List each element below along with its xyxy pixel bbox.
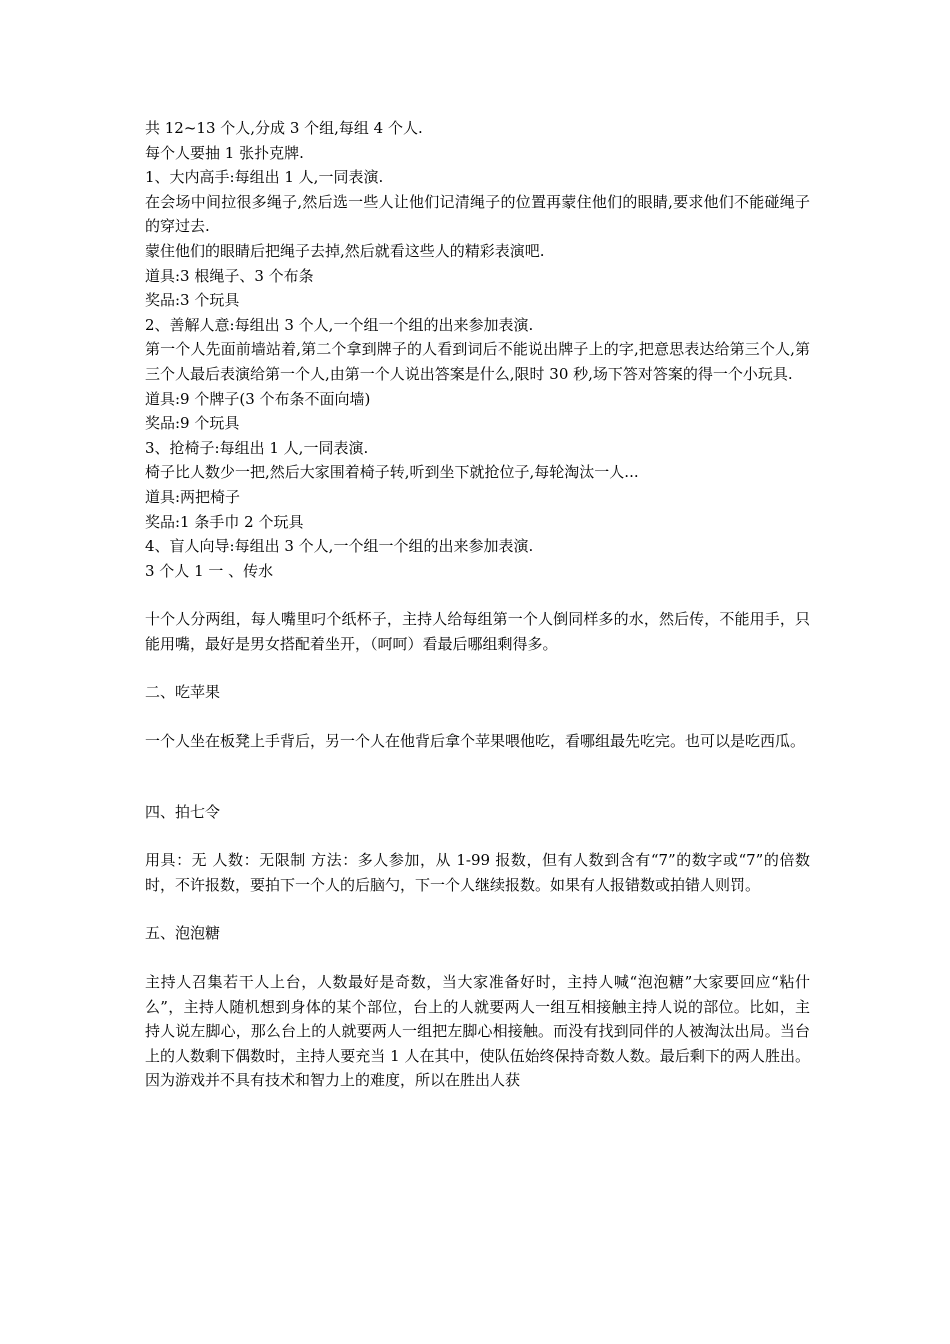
section-heading: 二、吃苹果 <box>145 683 221 702</box>
text-line: 每个人要抽 1 张扑克牌. <box>145 143 304 162</box>
spacer <box>145 583 810 607</box>
text-line: 2、善解人意:每组出 3 个人,一个组一个组的出来参加表演. <box>145 315 534 334</box>
spacer <box>145 754 810 800</box>
text-line: 3 个人 1 一 、传水 <box>145 561 274 580</box>
paragraph: 一个人坐在板凳上手背后，另一个人在他背后拿个苹果喂他吃，看哪组最先吃完。也可以是吃西瓜。 <box>145 732 806 751</box>
text-line: 道具:9 个牌子(3 个布条不面向墙) <box>145 389 371 408</box>
spacer <box>145 946 810 970</box>
document-page <box>145 116 810 1093</box>
text-line: 蒙住他们的眼睛后把绳子去掉,然后就看这些人的精彩表演吧. <box>145 241 545 260</box>
text-line: 共 12~13 个人,分成 3 个组,每组 4 个人. <box>145 119 423 137</box>
text-line: 道具:两把椅子 <box>145 487 241 506</box>
paragraph: 用具：无 人数：无限制 方法：多人参加，从 1-99 报数，但有人数到含有“7”的数字或“7”的倍数时，不许报数，要拍下一个人的后脑勺，下一个人继续报数。如果有人报错数或拍错人则罚。 <box>145 851 810 894</box>
text-line: 奖品:9 个玩具 <box>145 414 240 433</box>
text-line: 奖品:1 条手巾 2 个玩具 <box>145 512 304 531</box>
spacer <box>145 897 810 921</box>
text-line: 奖品:3 个玩具 <box>145 291 240 310</box>
spacer <box>145 705 810 729</box>
spacer <box>145 656 810 680</box>
spacer <box>145 824 810 848</box>
text-line: 4、盲人向导:每组出 3 个人,一个组一个组的出来参加表演. <box>145 537 534 556</box>
paragraph: 十个人分两组，每人嘴里叼个纸杯子，主持人给每组第一个人倒同样多的水，然后传，不能用手，只能用嘴，最好是男女搭配着坐开，（呵呵）看最后哪组剩得多。 <box>145 610 810 653</box>
section-heading: 四、拍七令 <box>145 802 221 821</box>
text-line: 3、抢椅子:每组出 1 人,一同表演. <box>145 438 369 457</box>
paragraph: 主持人召集若干人上台，人数最好是奇数，当大家准备好时，主持人喊“泡泡糖”大家要回应“粘什么”，主持人随机想到身体的某个部位，台上的人就要两人一组互相接触主持人说的部位。比如，主持人说左脚心，那么台上的人就要两人一组把左脚心相接触。而没有找到同伴的人被淘汰出局。当台上的人数剩下偶数时，主持人要充当 1 人在其中，使队伍始终保持奇数人数。最后剩下的两人胜出。因为游戏并不具有技术和智力上的难度，所以在胜出人获 <box>145 973 810 1090</box>
paragraph: 在会场中间拉很多绳子,然后选一些人让他们记清绳子的位置再蒙住他们的眼睛,要求他们不能碰绳子的穿过去. <box>145 192 810 236</box>
text-line: 椅子比人数少一把,然后大家围着椅子转,听到坐下就抢位子,每轮淘汰一人... <box>145 463 639 482</box>
section-heading: 五、泡泡糖 <box>145 924 221 943</box>
paragraph: 第一个人先面前墙站着,第二个拿到牌子的人看到词后不能说出牌子上的字,把意思表达给第三个人,第三个人最后表演给第一个人,由第一个人说出答案是什么,限时 30 秒,场下答对答案的得一个小玩具. <box>145 340 810 383</box>
text-line: 道具:3 根绳子、3 个布条 <box>145 266 314 285</box>
text-line: 1、大内高手:每组出 1 人,一同表演. <box>145 168 384 187</box>
